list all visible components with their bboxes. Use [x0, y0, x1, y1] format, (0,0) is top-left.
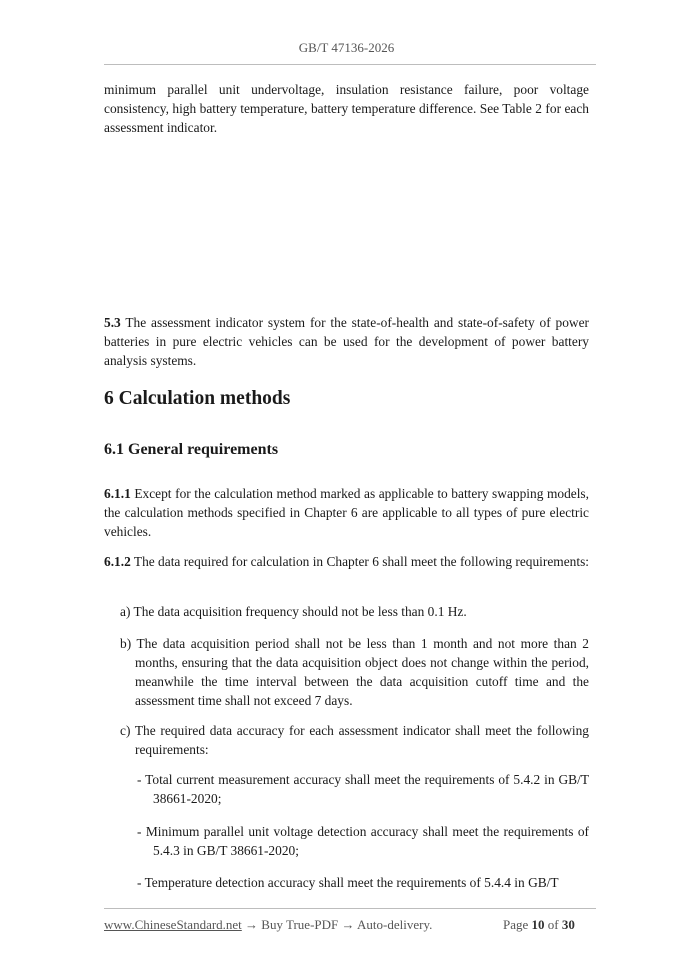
sub-item-voltage-accuracy-text: - Minimum parallel unit voltage detection accuracy shall meet the requirements of 5.4.3 in GB/T 38661-2020;	[137, 824, 589, 858]
page-number: 10	[531, 917, 545, 932]
footer-divider	[104, 908, 596, 909]
page-total: 30	[561, 917, 575, 932]
sub-item-current-accuracy-text: - Total current measurement accuracy shall meet the requirements of 5.4.2 in GB/T 38661-2020;	[137, 772, 589, 806]
section-5-3-number: 5.3	[104, 315, 121, 330]
document-id-header: GB/T 47136-2026	[298, 40, 395, 55]
section-6-1-heading: 6.1 General requirements	[104, 441, 279, 458]
sub-item-temperature-accuracy	[104, 873, 589, 892]
intro-paragraph-block	[104, 80, 589, 137]
section-6-1-2-number: 6.1.2	[104, 554, 131, 569]
list-item-c	[104, 721, 589, 759]
section-5-3-text: The assessment indicator system for the state-of-health and state-of-safety of power batteries in pure electric vehicles can be used for the development of power battery analysis systems.	[104, 315, 589, 368]
footer-promo-text: → Buy True-PDF → Auto-delivery.	[241, 917, 433, 932]
list-item-a-text: a) The data acquisition frequency should not be less than 0.1 Hz.	[120, 604, 467, 619]
sub-item-voltage-accuracy	[104, 822, 589, 860]
section-6-1-1-number: 6.1.1	[104, 486, 131, 501]
footer-promo	[104, 917, 432, 933]
intro-paragraph: minimum parallel unit undervoltage, insulation resistance failure, poor voltage consistency, high battery temperature, battery temperature difference. See Table 2 for each assessment indicator.	[104, 82, 589, 135]
section-6-1-2-text: The data required for calculation in Chapter 6 shall meet the following requirements:	[130, 554, 590, 569]
page-label: Page	[503, 917, 529, 932]
section-6-1-2	[104, 552, 589, 571]
page-indicator	[503, 917, 575, 933]
list-item-c-text: c) The required data accuracy for each assessment indicator shall meet the following requirements:	[120, 723, 589, 757]
section-6-1-1	[104, 484, 589, 541]
section-6-1-2-paragraph	[104, 552, 589, 571]
section-6-1-1-paragraph	[104, 484, 589, 541]
chapter-6-heading: 6 Calculation methods	[104, 388, 291, 409]
section-6-1-1-text: Except for the calculation method marked as applicable to battery swapping models, the calculation methods specified in Chapter 6 are applicable to all types of pure electric vehicles.	[104, 486, 589, 539]
sub-item-temperature-accuracy-text: - Temperature detection accuracy shall meet the requirements of 5.4.4 in GB/T	[137, 875, 559, 890]
section-5-3	[104, 313, 589, 370]
list-item-b-text: b) The data acquisition period shall not be less than 1 month and not more than 2 months, ensuring that the data acquisition object does not change within the period, meanwhile the time interval between the data acquisition cutoff time and the assessment time shall not exceed 7 days.	[120, 636, 589, 708]
header-divider	[104, 64, 596, 65]
list-item-a	[104, 602, 589, 621]
sub-item-current-accuracy	[104, 770, 589, 808]
list-item-b	[104, 634, 589, 710]
site-link[interactable]: www.ChineseStandard.net	[104, 917, 242, 932]
of-label: of	[547, 917, 559, 932]
section-5-3-paragraph	[104, 313, 589, 370]
